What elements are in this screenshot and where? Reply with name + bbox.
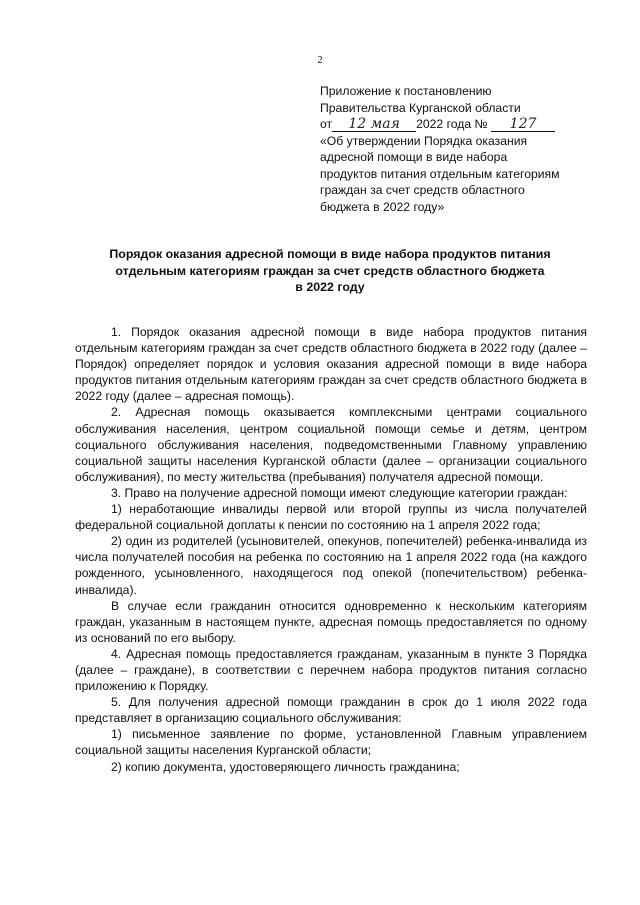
appendix-line-6: продуктов питания отдельным категориям <box>320 166 560 181</box>
appendix-line-7: граждан за счет средств областного <box>320 183 525 197</box>
document-title <box>70 246 590 296</box>
paragraph-5-item-1: 1) письменное заявление по форме, установленной Главным управлением социальной защиты населения Курганской области; <box>75 727 587 758</box>
appendix-line-4: «Об утверждении Порядка оказания <box>320 133 528 148</box>
appendix-date-line <box>320 116 590 133</box>
handwritten-date: 12 мая <box>332 117 416 132</box>
appendix-header <box>320 83 590 215</box>
appendix-line-1: Приложение к постановлению <box>320 84 492 98</box>
handwritten-number: 127 <box>491 117 555 132</box>
paragraph-3-note: В случае если гражданин относится одновременно к нескольким категориям граждан, указанным в настоящем пункте, адресная помощь предоставляется по одному из оснований по его выбору. <box>75 598 587 645</box>
page-number: 2 <box>317 55 323 66</box>
paragraph-3-item-1: 1) неработающие инвалиды первой или второй группы из числа получателей федеральной социальной доплаты к пенсии по состоянию на 1 апреля 2022 года; <box>75 502 587 533</box>
appendix-line-2: Правительства Курганской области <box>320 100 521 115</box>
paragraph-2: 2. Адресная помощь оказывается комплексными центрами социального обслуживания населения, центром социальной помощи семье и детям, центром социального обслуживания населения, подведомственными Главному управлению социальной защиты населения Курганской области (далее – организации социального обслуживания), по месту жительства (пребывания) получателя адресной помощи. <box>75 405 587 484</box>
paragraph-3: 3. Право на получение адресной помощи имеют следующие категории граждан: <box>111 485 568 500</box>
year-text: 2022 года № <box>416 117 488 131</box>
paragraph-5: 5. Для получения адресной помощи гражданин в срок до 1 июля 2022 года представляет в организацию социального обслуживания: <box>75 695 587 726</box>
paragraph-4: 4. Адресная помощь предоставляется гражданам, указанным в пункте 3 Порядка (далее – граждане), в соответствии с перечнем набора продуктов питания согласно приложению к Порядку. <box>75 646 587 694</box>
paragraph-3-item-2: 2) один из родителей (усыновителей, опекунов, попечителей) ребенка-инвалида из числа получателей пособия на ребенка по состоянию на 1 апреля 2022 года (на каждого рожденного, усыновленного, находящегося под опекой (попечительством) ребенка-инвалида). <box>75 534 587 597</box>
document-body <box>75 324 587 775</box>
title-line-1: Порядок оказания адресной помощи в виде набора продуктов питания <box>109 247 551 261</box>
title-line-2: отдельным категориям граждан за счет средств областного бюджета <box>115 263 545 278</box>
paragraph-1: 1. Порядок оказания адресной помощи в виде набора продуктов питания отдельным категориям граждан за счет средств областного бюджета в 2022 году (далее – Порядок) определяет порядок и условия оказания адресной помощи в виде набора продуктов питания отдельным категориям граждан за счет средств областного бюджета в 2022 году (далее – адресная помощь). <box>75 325 587 404</box>
title-line-3: в 2022 году <box>295 280 365 294</box>
paragraph-5-item-2: 2) копию документа, удостоверяющего личность гражданина; <box>111 759 460 774</box>
appendix-line-8: бюджета в 2022 году» <box>320 199 445 214</box>
appendix-line-5: адресной помощи в виде набора <box>320 150 508 164</box>
date-prefix: от <box>320 117 333 131</box>
